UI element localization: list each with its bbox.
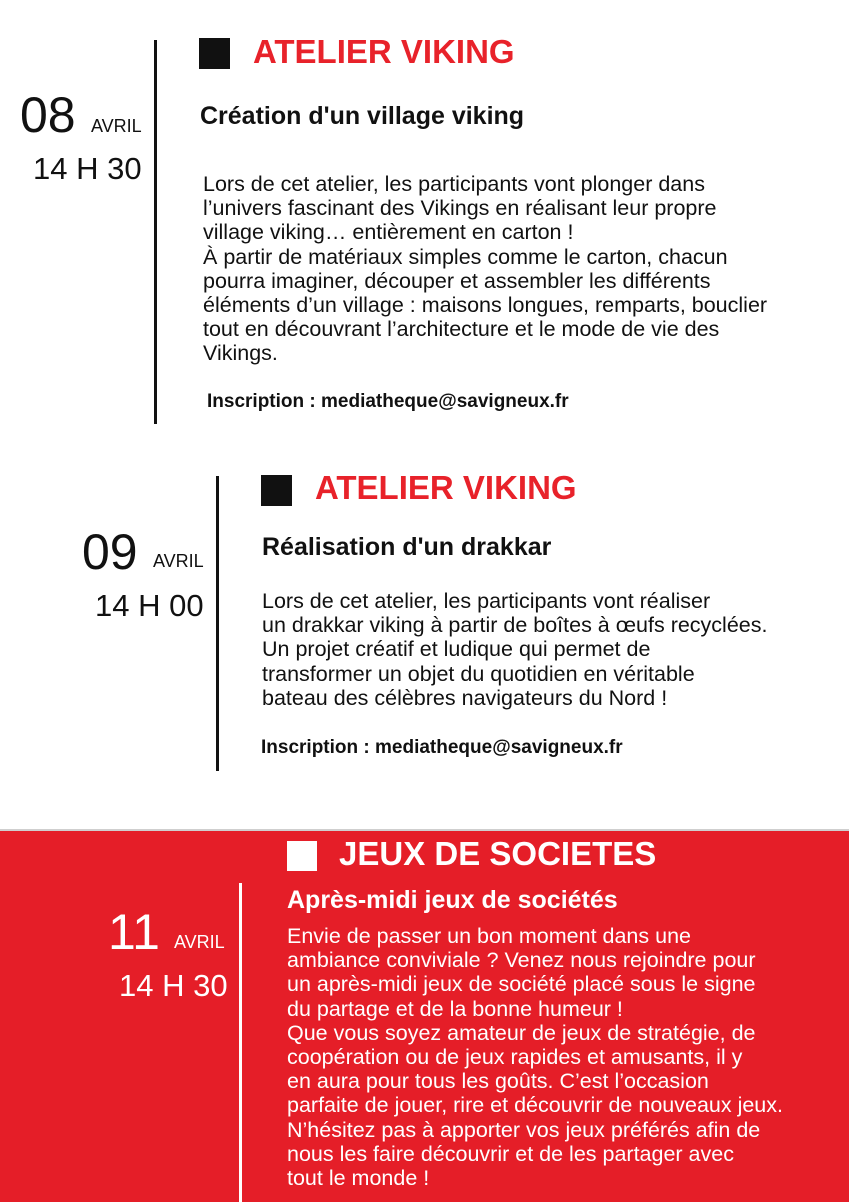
event-time: 14 H 30 [119, 968, 228, 1003]
bullet-square [287, 841, 317, 871]
divider-line [154, 40, 157, 424]
divider-line [216, 476, 219, 771]
event-subtitle: Après-midi jeux de sociétés [287, 886, 618, 914]
event-description: Envie de passer un bon moment dans une ambiance conviviale ? Venez nous rejoindre pour un après-midi jeux de société placé sous le signe du partage et de la bonne humeur ! Que vous soyez amateur de jeux de stratégie, de coopération ou de jeux rapides et amusants, il y en aura pour tous les goûts. C’est l’occasion parfaite de jouer, rire et découvrir de nouveaux jeux. N’hésitez pas à apporter vos jeux préférés afin de nous les faire découvrir et de les partager avec tout le monde ! [287, 924, 783, 1191]
inscription-email[interactable]: Inscription : mediatheque@savigneux.fr [261, 737, 623, 758]
event-title: JEUX DE SOCIETES [339, 835, 657, 872]
event-time: 14 H 00 [95, 588, 204, 623]
event-day: 08 [20, 87, 76, 143]
event-month: AVRIL [91, 116, 142, 136]
event-title: ATELIER VIKING [315, 469, 577, 506]
event-title: ATELIER VIKING [253, 33, 515, 70]
event-subtitle: Réalisation d'un drakkar [262, 533, 552, 561]
event-subtitle: Création d'un village viking [200, 102, 525, 130]
event-month: AVRIL [153, 551, 204, 571]
inscription-email[interactable]: Inscription : mediatheque@savigneux.fr [207, 391, 569, 412]
event-month: AVRIL [174, 932, 225, 952]
event-time: 14 H 30 [33, 151, 142, 186]
divider-line [239, 883, 242, 1203]
bullet-square [199, 38, 230, 69]
event-description: Lors de cet atelier, les participants vont réaliser un drakkar viking à partir de boîtes à œufs recyclées. Un projet créatif et ludique qui permet de transformer un objet du quotidien en véritable bateau des célèbres navigateurs du Nord ! [262, 589, 768, 710]
event-day: 09 [82, 524, 138, 580]
event-day: 11 [108, 904, 160, 960]
bullet-square [261, 475, 292, 506]
event-jeux-de-societes [0, 829, 849, 1202]
event-description: Lors de cet atelier, les participants vont plonger dans l’univers fascinant des Vikings en réalisant leur propre village viking… entièrement en carton ! À partir de matériaux simples comme le carton, chacun pourra imaginer, découper et assembler les différents éléments d’un village : maisons longues, remparts, bouclier tout en découvrant l’architecture et le mode de vie des Vikings. [203, 172, 768, 366]
